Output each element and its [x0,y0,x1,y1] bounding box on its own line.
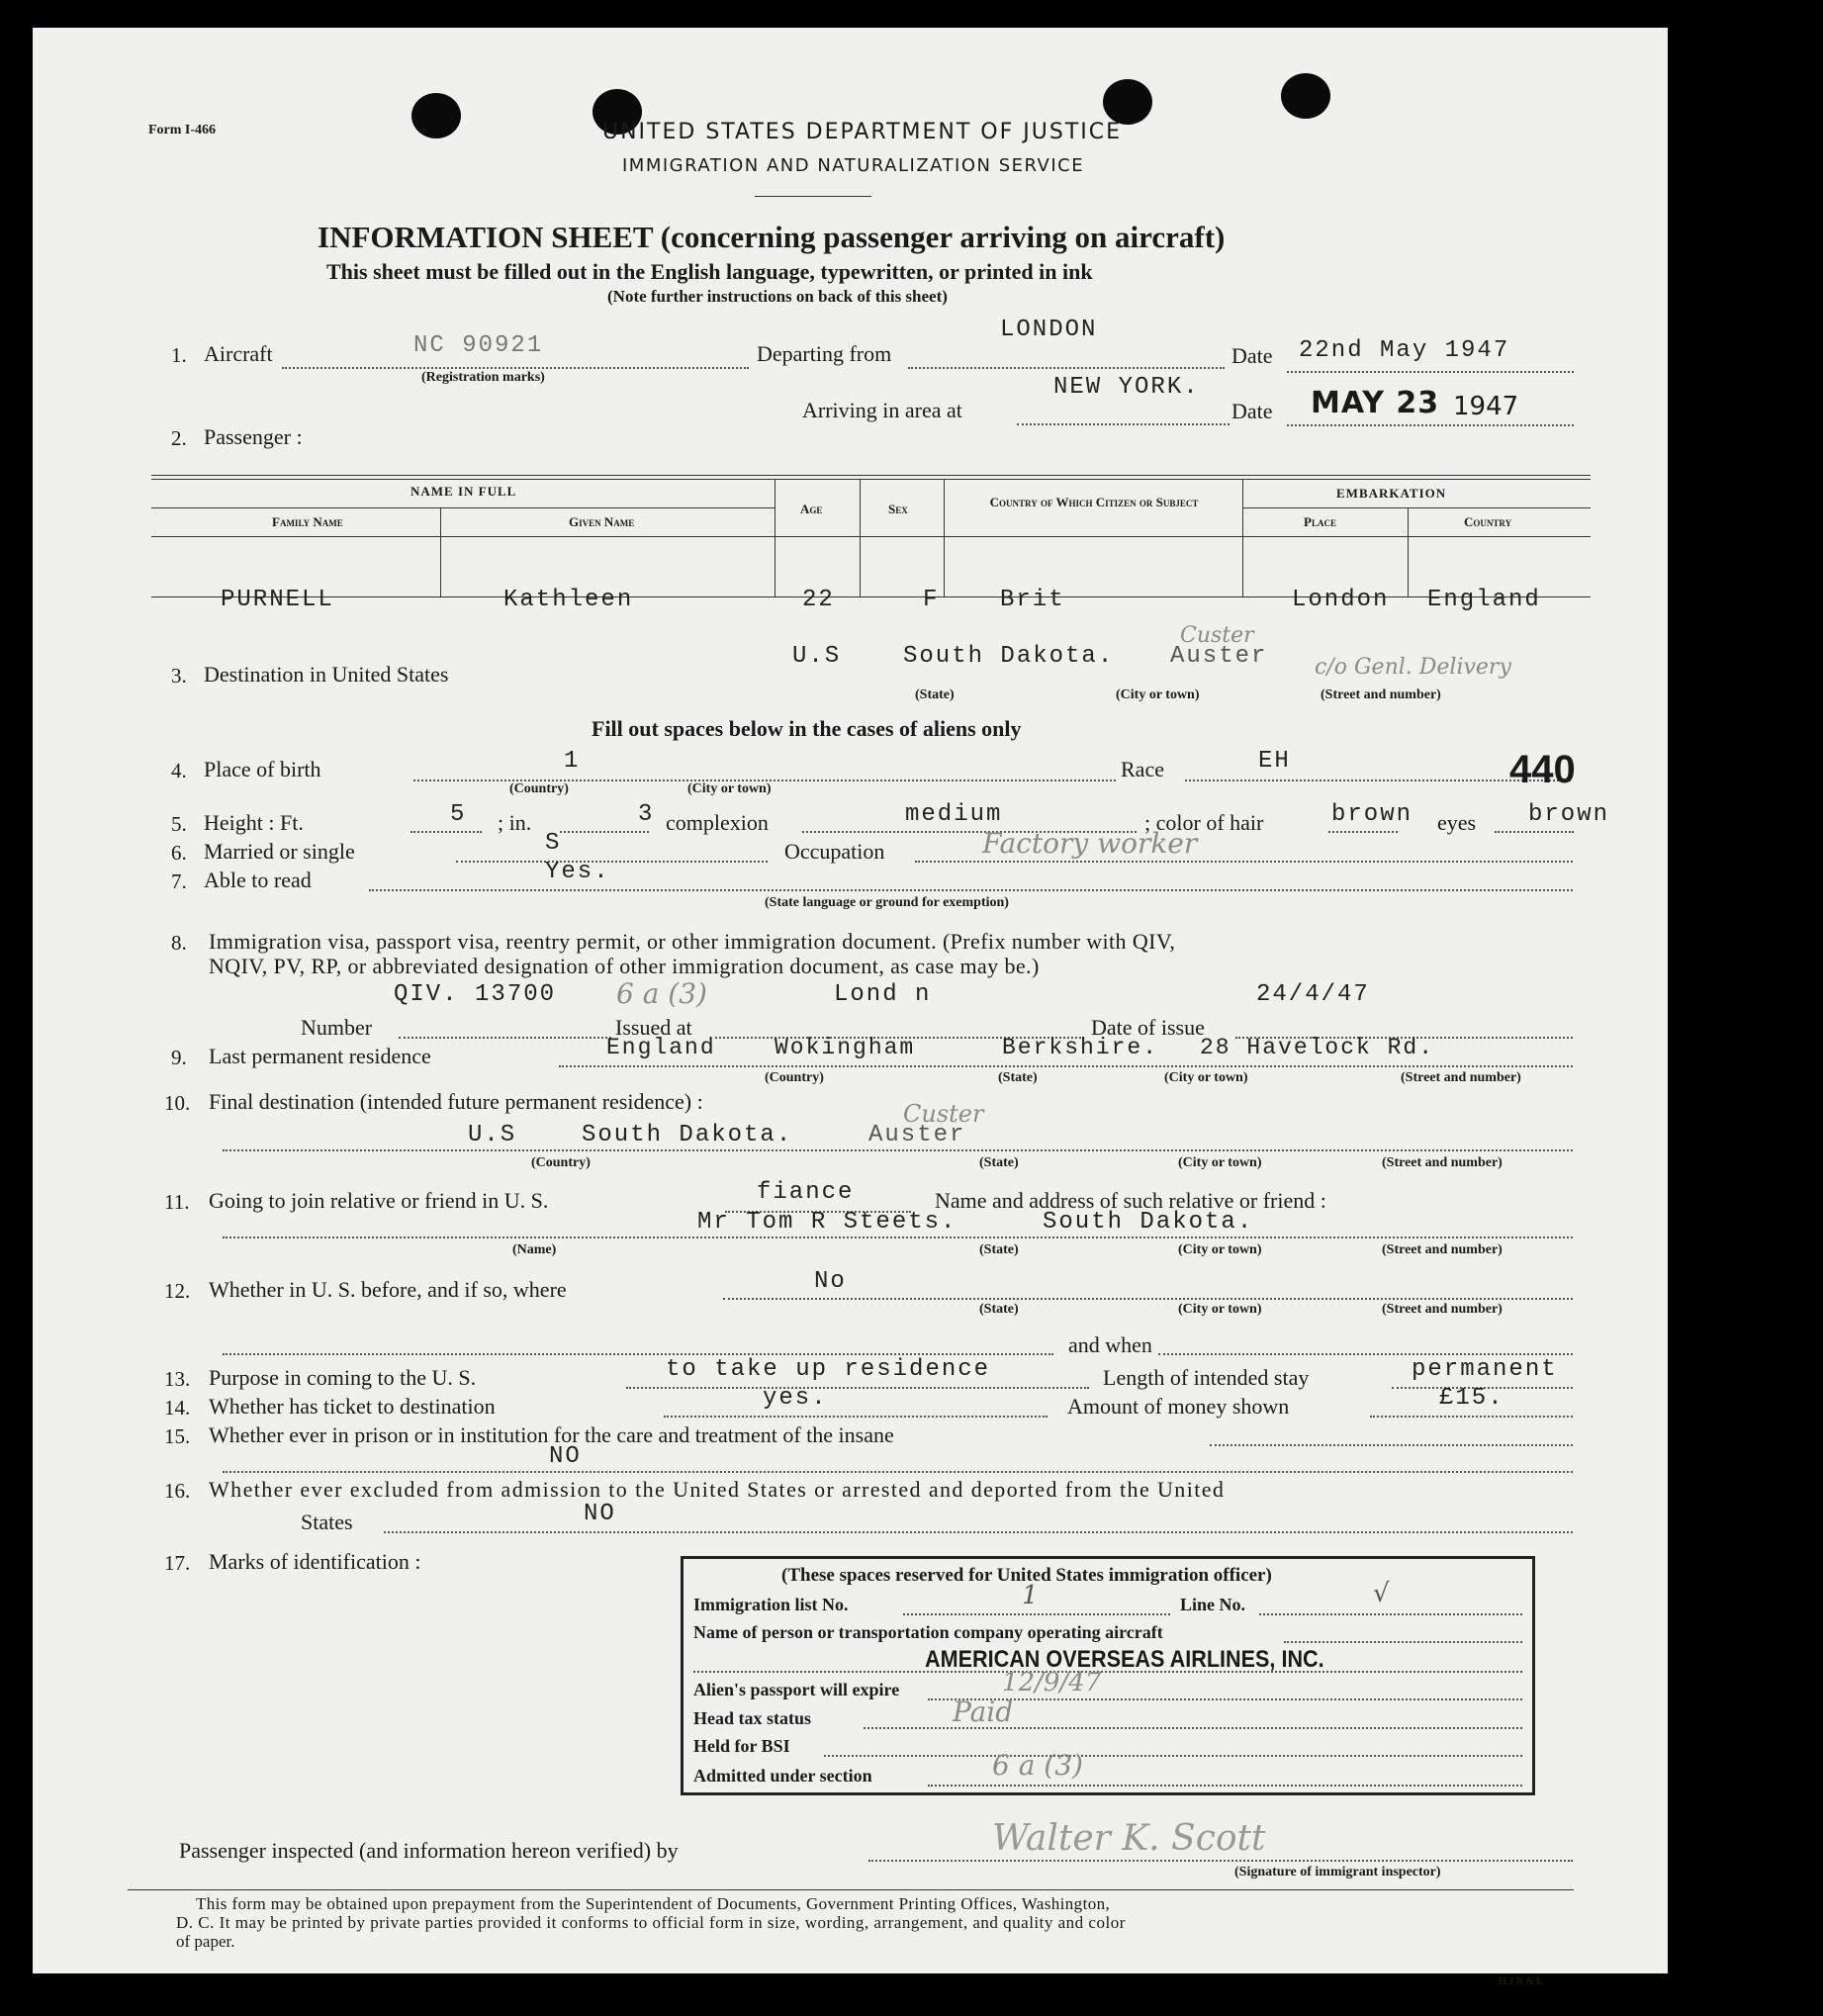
country-caption: (Country) [509,781,569,796]
state-caption: (State) [915,687,955,702]
destination-label: Destination in United States [204,662,449,687]
issued-at-label: Issued at [615,1015,692,1040]
sheet-subtitle: This sheet must be filled out in the English language, typewritten, or printed in ink [326,259,1093,284]
final-country-value: U.S [468,1122,517,1148]
destination-city-correction: Custer [1180,623,1254,648]
printer-mark: H J R & L [1499,1976,1543,1987]
relationship-value: fiance [757,1179,855,1206]
purpose-value: to take up residence [666,1356,991,1383]
marks-label: Marks of identification : [209,1549,421,1574]
list-no-value: 1 [1022,1581,1039,1610]
admitted-label: Admitted under section [693,1766,872,1786]
departing-value: LONDON [1000,317,1098,343]
number-label: Number [301,1015,373,1040]
item-number: 13. [164,1367,191,1391]
destination-street-value: c/o Genl. Delivery [1315,655,1511,680]
street-caption: (Street and number) [1321,687,1441,702]
destination-city-value: Auster [1170,643,1268,670]
race-label: Race [1121,757,1164,781]
family-name-header: Family Name [272,514,343,529]
place-value: London [1292,587,1390,613]
final-city-value: Auster [868,1122,966,1148]
family-name-value: PURNELL [221,587,334,613]
signature-caption: (Signature of immigrant inspector) [1234,1865,1441,1879]
residence-state: Berkshire. [1002,1035,1159,1060]
country-header: Country [1464,514,1512,529]
footer-line-2: D. C. It may be printed by private parties provided it conforms to official form in size, wording, arrangement, and quality and color [176,1913,1126,1932]
height-in-value: 3 [638,801,655,828]
punch-hole [1103,79,1152,125]
form-page [33,28,1668,1987]
footer-line-1: This form may be obtained upon prepayment from the Superintendent of Documents, Government Printing Offices, Washington, [196,1894,1111,1913]
embarkation-header: EMBARKATION [1336,486,1447,501]
stay-label: Length of intended stay [1103,1365,1310,1390]
race-value: EH [1258,748,1291,775]
eyes-value: brown [1528,801,1610,828]
arriving-label: Arriving in area at [802,398,962,422]
name-caption: (Name) [512,1242,557,1257]
inches-label: ; in. [498,810,532,835]
sheet-title: INFORMATION SHEET (concerning passenger arriving on aircraft) [318,220,1226,254]
destination-state-value: South Dakota. [903,643,1115,670]
officer-box [681,1556,1535,1795]
admitted-value: 6 a (3) [992,1749,1083,1782]
form-number: Form I-466 [148,123,217,137]
arriving-date-label: Date [1231,399,1273,423]
excluded-label-2: States [301,1510,353,1534]
head-tax-value: Paid [953,1695,1014,1728]
citizen-header: Country of Which Citizen or Subject [989,495,1199,509]
department-title: UNITED STATES DEPARTMENT OF JUSTICE [602,120,1123,144]
punch-hole [411,93,461,138]
final-destination-label: Final destination (intended future permanent residence) : [209,1089,703,1114]
visa-number-value: QIV. 13700 [394,981,557,1008]
head-tax-label: Head tax status [693,1708,812,1728]
excluded-value: NO [584,1501,616,1527]
city-caption: (City or town) [1164,1070,1248,1085]
final-state-value: South Dakota. [582,1122,793,1148]
item-number: 4. [171,759,187,782]
item-number: 14. [164,1396,191,1420]
occupation-label: Occupation [784,839,885,864]
city-caption: (City or town) [687,781,772,796]
visa-category-note: 6 a (3) [616,977,707,1010]
line-no-label: Line No. [1180,1595,1246,1614]
departing-label: Departing from [757,341,892,366]
held-bsi-label: Held for BSI [693,1736,790,1756]
ticket-value: yes. [763,1385,828,1412]
prison-label: Whether ever in prison or in institution for the care and treatment of the insane [209,1422,894,1447]
inspector-signature: Walter K. Scott [992,1818,1266,1859]
height-ft-value: 5 [450,801,467,828]
complexion-value: medium [905,801,1003,828]
arrival-year: 1947 [1453,392,1519,421]
city-caption: (City or town) [1178,1155,1262,1170]
service-title: IMMIGRATION AND NATURALIZATION SERVICE [622,155,1085,176]
country-caption: (Country) [531,1155,591,1170]
race-code: 440 [1509,748,1576,791]
age-header: Age [800,502,823,516]
country-value: England [1427,587,1541,613]
relative-state-value: South Dakota. [1043,1209,1254,1236]
eyes-label: eyes [1437,810,1477,835]
aliens-only-heading: Fill out spaces below in the cases of aliens only [592,716,1022,741]
registration-marks-label: (Registration marks) [421,370,545,385]
street-caption: (Street and number) [1382,1242,1503,1257]
street-caption: (Street and number) [1382,1302,1503,1317]
item-number: 15. [164,1424,191,1448]
passport-expire-value: 12/9/47 [1002,1668,1102,1697]
arrival-stamp: MAY 23 [1311,386,1440,420]
city-caption: (City or town) [1178,1302,1262,1317]
read-value: Yes. [545,859,610,885]
money-label: Amount of money shown [1067,1394,1290,1419]
aircraft-label: Aircraft [204,341,273,366]
residence-city: Wokingham [775,1035,916,1060]
street-caption: (Street and number) [1382,1155,1503,1170]
marital-value: S [545,830,562,857]
us-before-value: No [814,1268,847,1295]
read-label: Able to read [204,868,312,892]
state-caption: (State) [979,1302,1019,1317]
item-number: 17. [164,1551,191,1575]
sex-value: F [923,587,940,613]
item-number: 3. [171,664,187,687]
place-of-birth-label: Place of birth [204,757,321,781]
sex-header: Sex [888,502,908,516]
residence-country: England [606,1035,716,1060]
complexion-label: complexion [666,810,769,835]
date-label: Date [1231,343,1273,368]
relative-name-value: Mr Tom R Steets. [697,1209,957,1236]
street-caption: (Street and number) [1401,1070,1521,1085]
aircraft-value: NC 90921 [413,332,544,359]
prison-value: NO [549,1443,582,1470]
marital-label: Married or single [204,839,355,864]
age-value: 22 [802,587,835,613]
item-number: 7. [171,870,187,893]
line-no-value: √ [1373,1579,1390,1608]
item-number: 1. [171,343,187,367]
final-city-correction: Custer [903,1100,984,1128]
country-caption: (Country) [765,1070,824,1085]
visa-issued-value: Lond n [834,981,932,1008]
departing-date-value: 22nd May 1947 [1299,337,1510,364]
item-number: 16. [164,1479,191,1503]
relative-address-label: Name and address of such relative or friend : [935,1188,1326,1213]
read-caption: (State language or ground for exemption) [765,895,1009,910]
hair-label: ; color of hair [1144,810,1264,835]
item-number: 8. [171,931,187,955]
city-caption: (City or town) [1178,1242,1262,1257]
operator-label: Name of person or transportation company operating aircraft [693,1622,1163,1642]
state-caption: (State) [979,1155,1019,1170]
item-number: 5. [171,812,187,836]
date-of-issue-label: Date of issue [1091,1015,1205,1040]
arriving-value: NEW YORK. [1053,374,1200,401]
residence-street: 28 Havelock Rd. [1200,1035,1435,1060]
visa-date-value: 24/4/47 [1256,981,1370,1008]
item-number: 9. [171,1046,187,1069]
inspected-label: Passenger inspected (and information hereon verified) by [179,1838,679,1863]
given-name-header: Given Name [569,514,635,529]
going-to-join-label: Going to join relative or friend in U. S. [209,1188,549,1213]
sheet-note: (Note further instructions on back of this sheet) [607,287,948,306]
destination-country: U.S [792,643,842,670]
money-value: £15. [1439,1385,1504,1412]
city-caption: (City or town) [1116,687,1200,702]
occupation-value: Factory worker [982,827,1198,860]
item-number: 11. [164,1190,190,1214]
ticket-label: Whether has ticket to destination [209,1394,496,1419]
state-caption: (State) [998,1070,1038,1085]
residence-label: Last permanent residence [209,1044,431,1068]
name-in-full-header: NAME IN FULL [410,484,517,499]
place-of-birth-value: 1 [564,748,581,775]
list-no-label: Immigration list No. [693,1595,849,1614]
purpose-label: Purpose in coming to the U. S. [209,1365,477,1390]
footer-line-3: of paper. [176,1932,235,1951]
item-number: 6. [171,841,187,865]
height-label: Height : Ft. [204,810,304,835]
punch-hole [1281,73,1330,119]
operator-stamp: AMERICAN OVERSEAS AIRLINES, INC. [925,1646,1324,1673]
and-when-label: and when [1068,1332,1152,1357]
stay-value: permanent [1412,1356,1558,1383]
item-number: 2. [171,426,187,450]
place-header: Place [1304,514,1336,529]
passenger-label: Passenger : [204,424,303,449]
passport-expire-label: Alien's passport will expire [693,1680,900,1699]
given-name-value: Kathleen [503,587,634,613]
citizen-value: Brit [1000,587,1065,613]
officer-box-title: (These spaces reserved for United States immigration officer) [781,1565,1272,1586]
excluded-label: Whether ever excluded from admission to the United States or arrested and deported from the United [209,1477,1226,1502]
item-number: 10. [164,1091,191,1115]
visa-text-2: NQIV, PV, RP, or abbreviated designation of other immigration document, as case may be.) [209,954,1040,978]
visa-text-1: Immigration visa, passport visa, reentry permit, or other immigration document. (Prefix number with QIV, [209,929,1176,954]
hair-value: brown [1331,801,1413,828]
item-number: 12. [164,1279,191,1303]
us-before-label: Whether in U. S. before, and if so, where [209,1277,567,1302]
state-caption: (State) [979,1242,1019,1257]
